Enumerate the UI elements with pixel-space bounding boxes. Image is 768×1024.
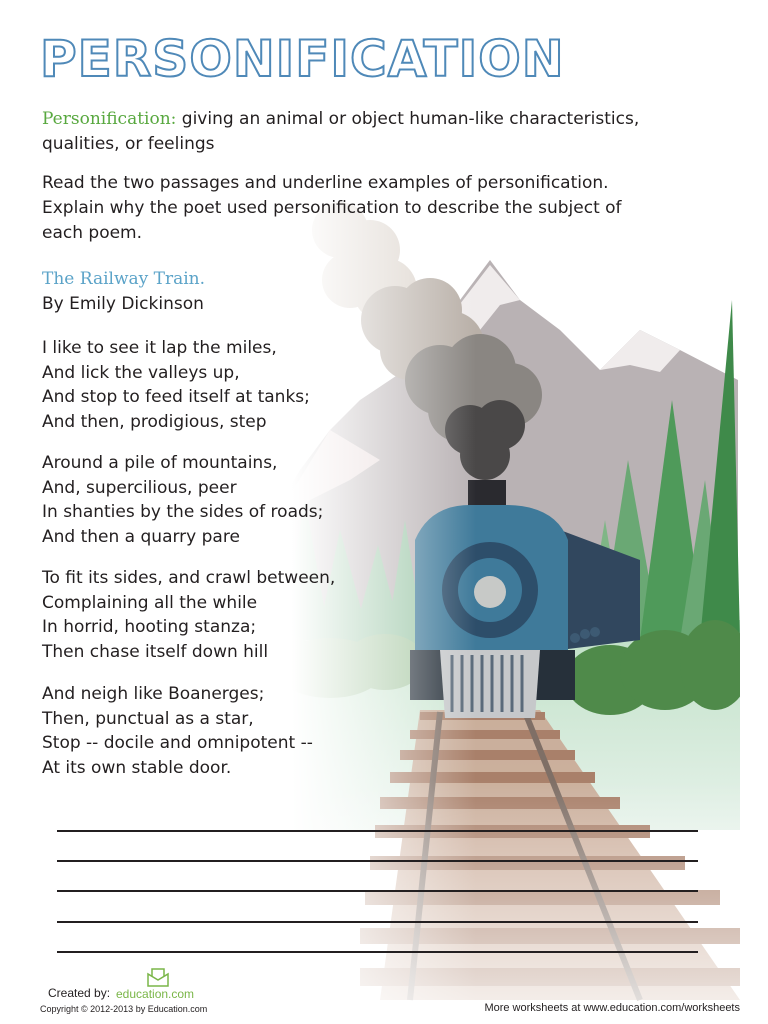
stanza-2 — [42, 451, 323, 550]
poem-line: Then, punctual as a star, — [42, 708, 254, 729]
footer-brand[interactable]: education.com — [116, 987, 195, 1001]
poem-line: To fit its sides, and crawl between, — [42, 568, 336, 588]
answer-line-5[interactable] — [57, 951, 698, 953]
definition-text: giving an animal or object human-like characteristics, qualities, or feelings — [42, 109, 640, 154]
poem-line: And stop to feed itself at tanks; — [42, 387, 310, 408]
poem-line: And, supercilious, peer — [42, 477, 237, 498]
poem-line: And then, prodigious, step — [42, 412, 267, 433]
poem-line: And then a quarry pare — [42, 527, 240, 548]
poem-line: I like to see it lap the miles, — [42, 338, 277, 358]
poem-line: And neigh like Boanerges; — [42, 684, 265, 704]
answer-line-2[interactable] — [57, 860, 698, 862]
education-logo-icon — [146, 966, 170, 988]
instructions: Read the two passages and underline examples of personification. Explain why the poet used personification to describe the subject of each poem. — [42, 173, 622, 243]
poem-line: Stop -- docile and omnipotent -- — [42, 733, 313, 754]
poem-title: The Railway Train. — [42, 269, 206, 289]
footer-created-by: Created by: — [48, 986, 111, 1000]
poem-line: In shanties by the sides of roads; — [42, 502, 324, 523]
poem-line: Around a pile of mountains, — [42, 453, 278, 473]
poem-line: And lick the valleys up, — [42, 362, 240, 383]
answer-line-3[interactable] — [57, 890, 698, 892]
definition-term: Personification: — [42, 109, 177, 129]
poem-line: In horrid, hooting stanza; — [42, 617, 257, 638]
footer-copyright: Copyright © 2012-2013 by Education.com — [40, 1004, 208, 1014]
poem-line: Then chase itself down hill — [42, 642, 269, 663]
stanza-1 — [42, 336, 310, 435]
page-title: PERSONIFICATION — [40, 30, 565, 88]
footer-more-worksheets[interactable]: More worksheets at www.education.com/worksheets — [484, 1002, 740, 1014]
poem-line: Complaining all the while — [42, 592, 258, 613]
definition — [42, 107, 682, 157]
poem-line: At its own stable door. — [42, 758, 232, 779]
answer-line-1[interactable] — [57, 830, 698, 832]
stanza-3 — [42, 566, 335, 665]
stanza-4 — [42, 682, 313, 781]
poem-author: By Emily Dickinson — [42, 294, 204, 314]
answer-line-4[interactable] — [57, 921, 698, 923]
